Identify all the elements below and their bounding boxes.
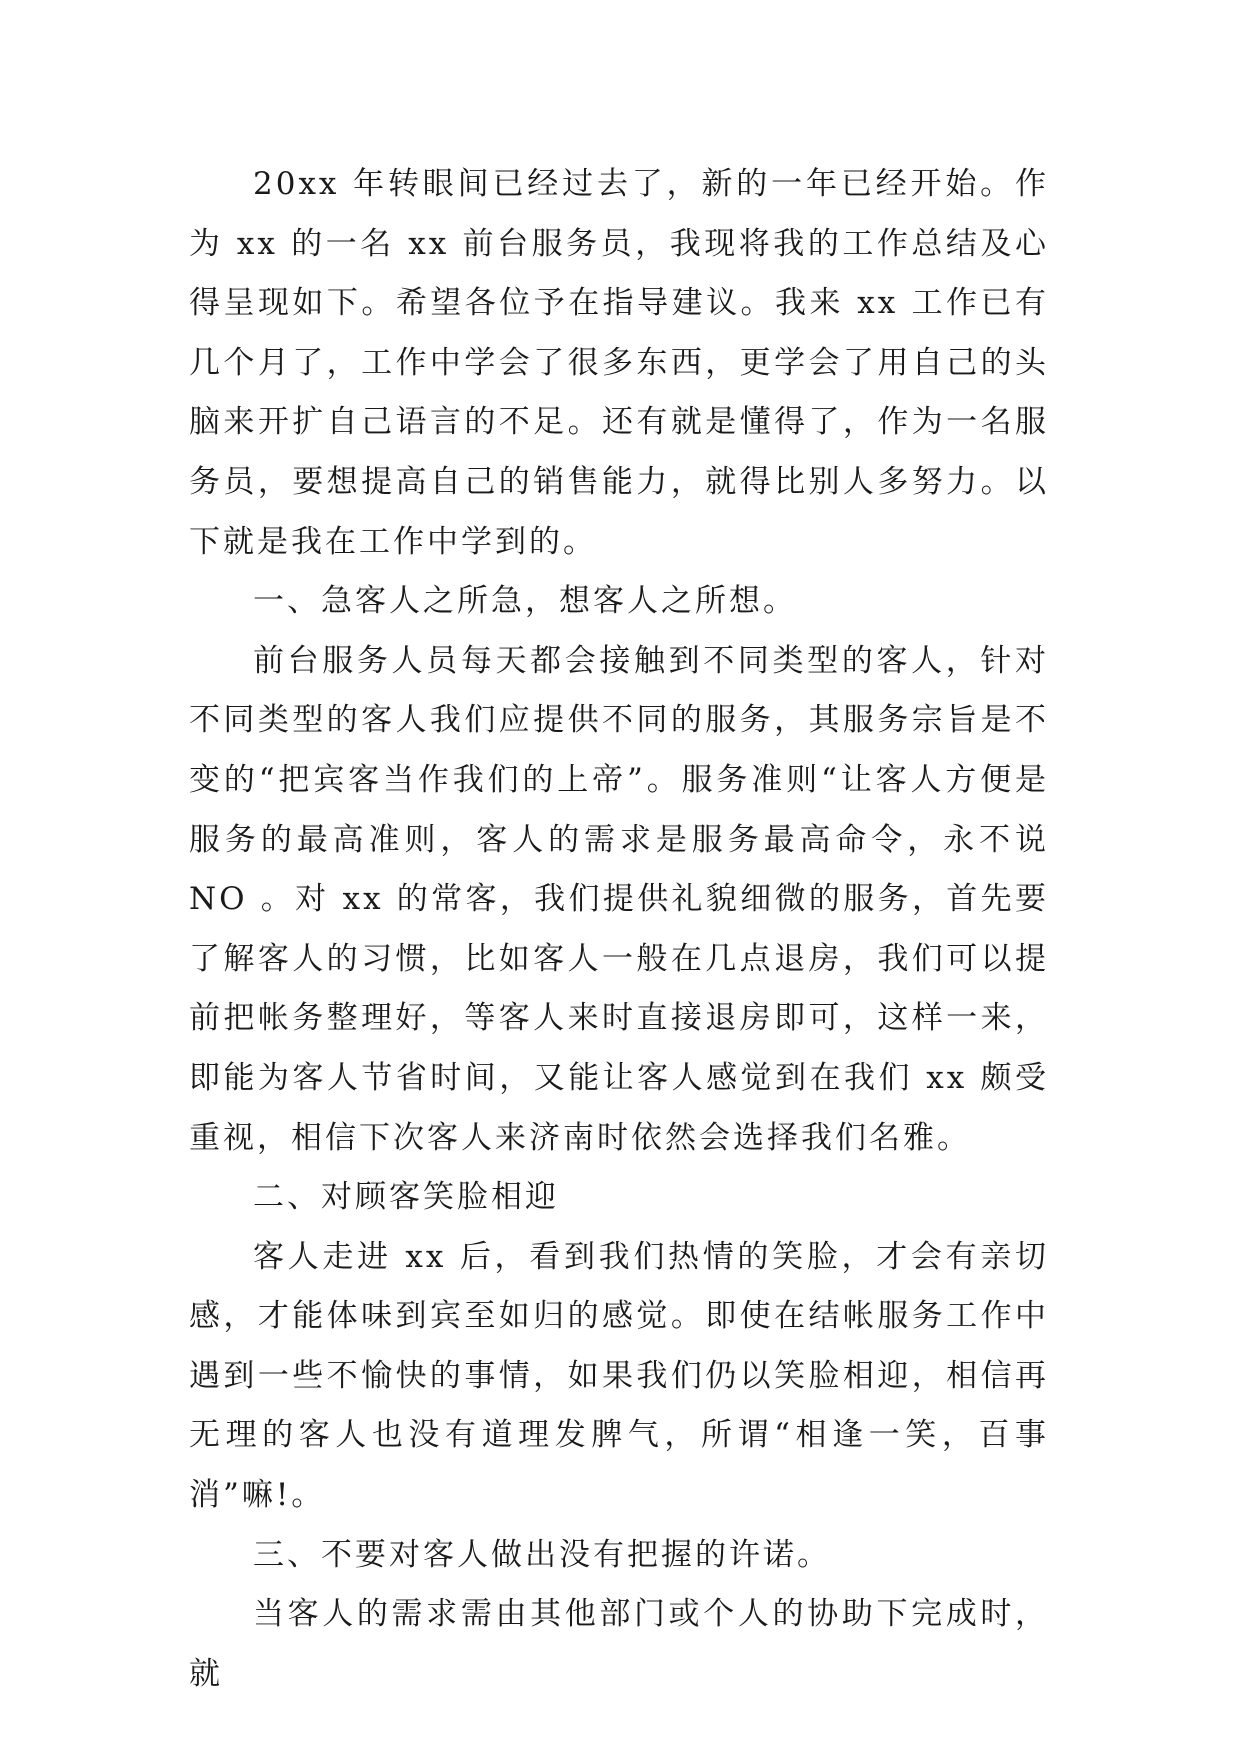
section-heading-3: 三、不要对客人做出没有把握的许诺。 <box>253 1536 831 1573</box>
section-3-paragraph: 当客人的需求需由其他部门或个人的协助下完成时，就 <box>189 1596 1049 1692</box>
section-1-paragraph: 前台服务人员每天都会接触到不同类型的客人，针对不同类型的客人我们应提供不同的服务，其服务宗旨是不变的“把宾客当作我们的上帝”。服务准则“让客人方便是服务的最高准则，客人的需求是服务最高命令，永不说 NO 。对 xx 的常客，我们提供礼貌细微的服务，首先要了解客人的习惯，比如客人一般在几点退房，我们可以提前把帐务整理好，等客人来时直接退房即可，这样一来，即能为客人节省时间，又能让客人感觉到在我们 xx 颇受重视，相信下次客人来济南时依然会选择我们名雅。 <box>189 642 1049 1156</box>
document-body <box>189 155 1049 1704</box>
section-heading-1: 一、急客人之所急，想客人之所想。 <box>253 583 797 620</box>
section-2-paragraph: 客人走进 xx 后，看到我们热情的笑脸，才会有亲切感，才能体味到宾至如归的感觉。即使在结帐服务工作中遇到一些不愉快的事情，如果我们仍以笑脸相迎，相信再无理的客人也没有道理发脾气，所谓“相逢一笑，百事消”嘛!。 <box>189 1238 1049 1514</box>
section-heading-2: 二、对顾客笑脸相迎 <box>253 1179 559 1216</box>
intro-paragraph: 20xx 年转眼间已经过去了，新的一年已经开始。作为 xx 的一名 xx 前台服务员，我现将我的工作总结及心得呈现如下。希望各位予在指导建议。我来 xx 工作已有几个月了，工作中学会了很多东西，更学会了用自己的头脑来开扩自己语言的不足。还有就是懂得了，作为一名服务员，要想提高自己的销售能力，就得比别人多努力。以下就是我在工作中学到的。 <box>189 166 1049 560</box>
